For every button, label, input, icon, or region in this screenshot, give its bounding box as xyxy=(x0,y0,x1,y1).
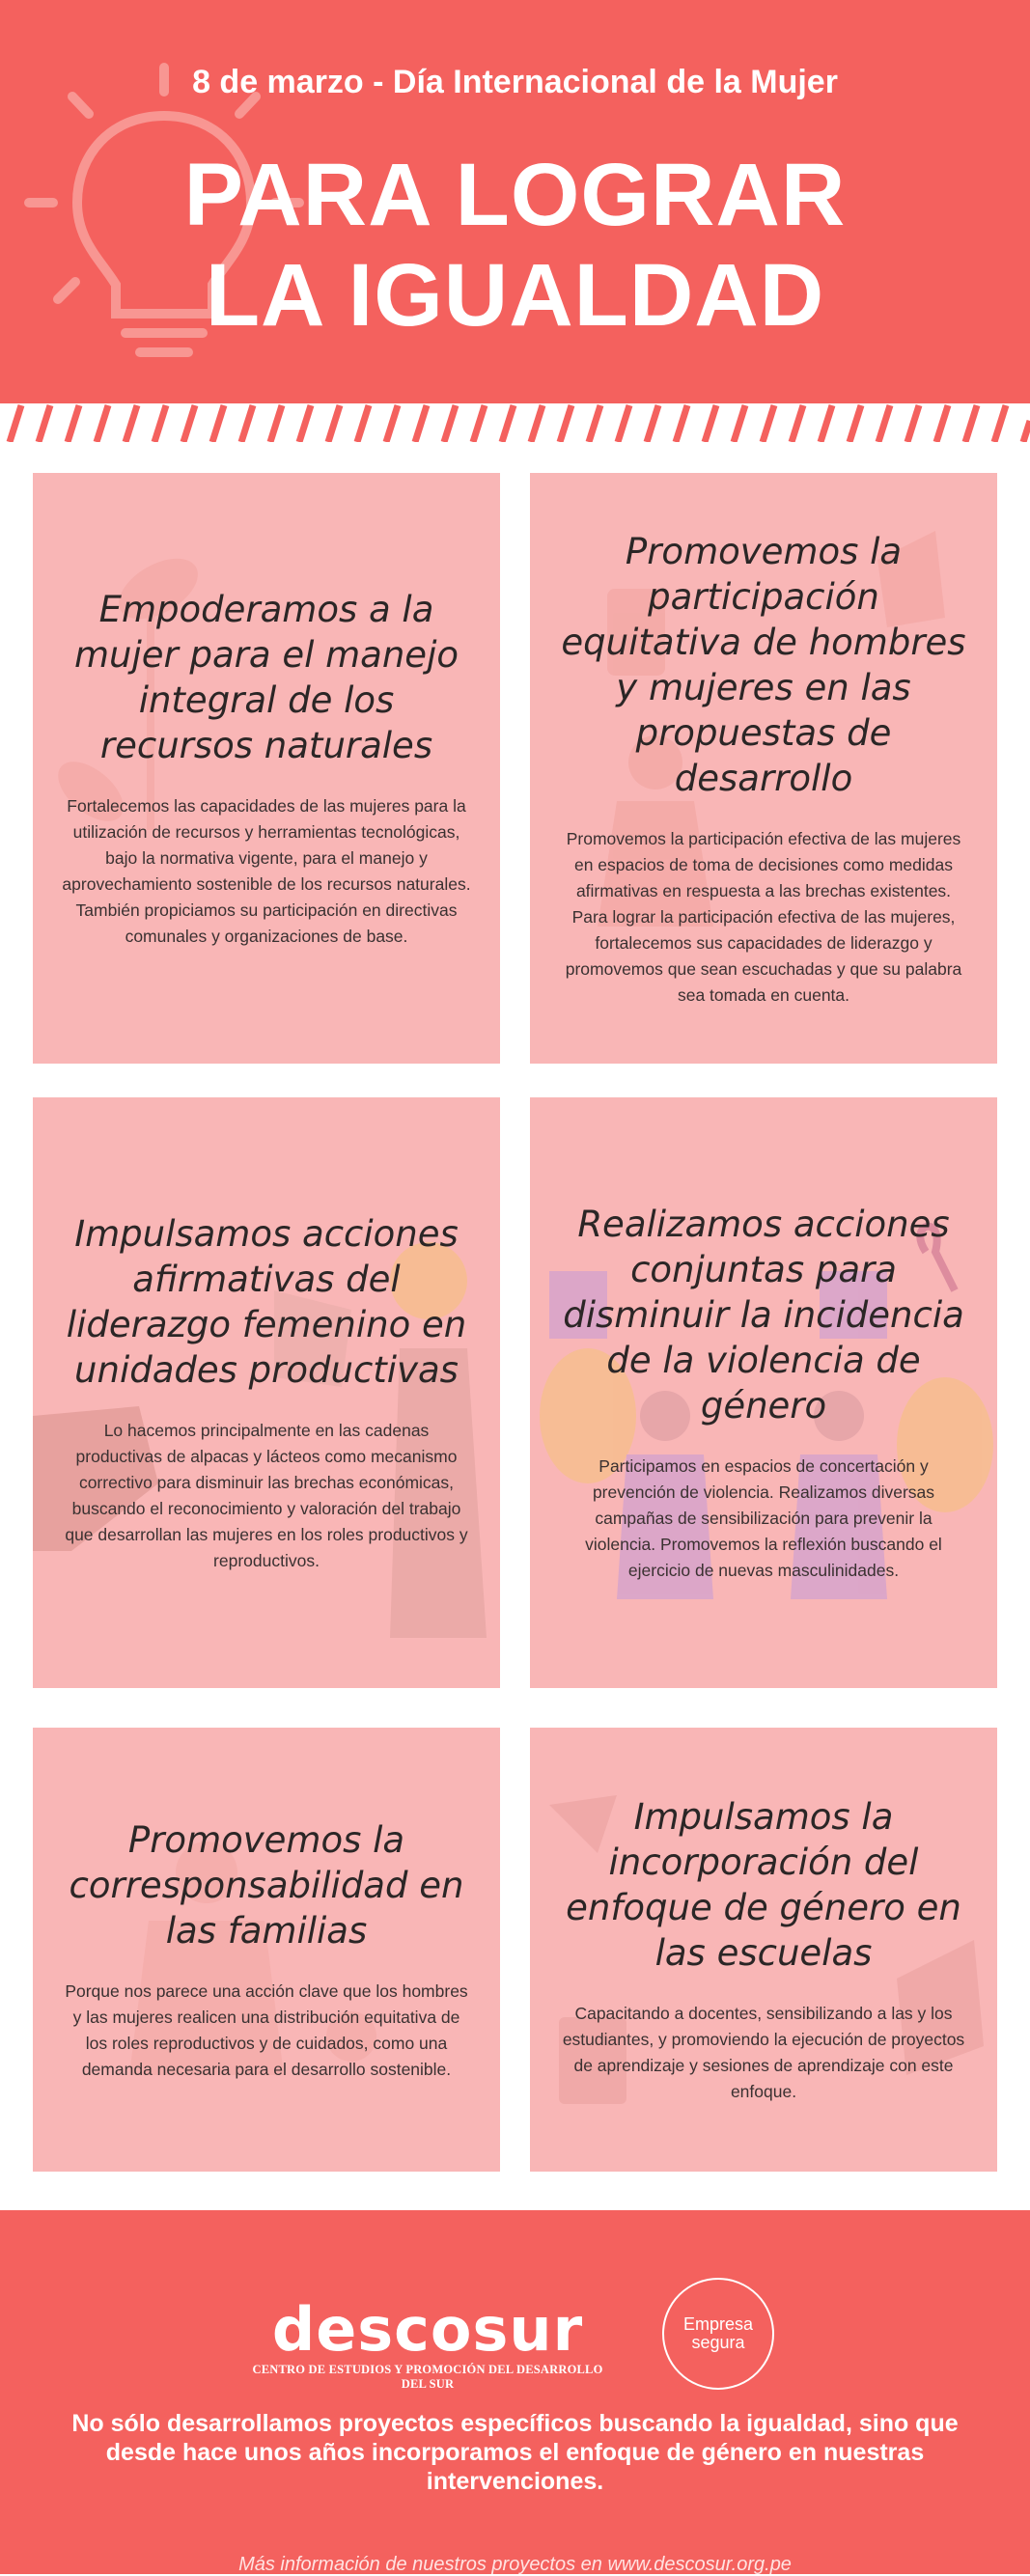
card-equitable-participation xyxy=(530,473,997,1064)
date-line: 8 de marzo - Día Internacional de la Mujer xyxy=(192,64,838,100)
card-title: Realizamos acciones conjuntas para disminuir la incidencia de la violencia de género xyxy=(563,1204,964,1426)
empresa-segura-badge xyxy=(662,2278,774,2390)
badge-line-1: Empresa xyxy=(682,2314,754,2334)
descosur-logo xyxy=(239,2294,616,2392)
card-female-leadership xyxy=(33,1097,500,1688)
card-text: Capacitando a docentes, sensibilizando a las y los estudiantes, y promoviendo la ejecución de proyectos de aprendizaje y sesiones de aprendizaje con este enfoque. xyxy=(562,2004,965,2101)
card-gender-schools xyxy=(530,1728,997,2172)
logo-name: descosur xyxy=(271,2294,584,2365)
card-text: Participamos en espacios de concertación y prevención de violencia. Realizamos diversas campañas de sensibilización para prevenir la violencia. Promovemos la reflexión buscando el ejercicio de nuevas masculinidades. xyxy=(585,1456,942,1580)
card-natural-resources xyxy=(33,473,500,1064)
title-line-1: PARA LOGRAR xyxy=(183,146,847,244)
header-banner xyxy=(0,0,1030,405)
card-text: Fortalecemos las capacidades de las mujeres para la utilización de recursos y herramientas tecnológicas, bajo la normativa vigente, para el manejo y aprovechamiento sostenible de los recursos naturales. También propiciamos su participación en directivas comunales y organizaciones de base. xyxy=(62,796,471,946)
title-line-2: LA IGUALDAD xyxy=(205,246,825,345)
footer-statement: No sólo desarrollamos proyectos específicos buscando la igualdad, sino que desde hace unos años incorporamos el enfoque de género en nuestras intervenciones. xyxy=(71,2410,959,2495)
card-title: Promovemos la corresponsabilidad en las familias xyxy=(69,1818,464,1952)
card-text: Lo hacemos principalmente en las cadenas productivas de alpacas y lácteos como mecanismo correctivo para disminuir las brechas económicas, buscando el reconocimiento y valoración del trabajo que desarrollan las mujeres en los roles productivos y reproductivos. xyxy=(65,1421,468,1570)
card-gender-violence xyxy=(530,1097,997,1688)
card-text: Porque nos parece una acción clave que los hombres y las mujeres realicen una distribución equitativa de los roles reproductivos y de cuidados, como una demanda necesaria para el desarrollo sostenible. xyxy=(65,1980,468,2079)
badge-line-2: segura xyxy=(691,2333,745,2352)
footer xyxy=(0,2210,1030,2574)
website-link[interactable]: Más información de nuestros proyectos en www.descosur.org.pe xyxy=(238,2554,792,2575)
dash-divider-top xyxy=(0,403,1030,442)
card-text: Promovemos la participación efectiva de las mujeres en espacios de toma de decisiones como medidas afirmativas en respuesta a las brechas existentes. Para lograr la participación efectiva de las mujeres, fortalecemos sus capacidades de liderazgo y promovemos que sean escuchadas y que su palabra sea tomada en cuenta. xyxy=(565,828,962,1005)
card-title: Impulsamos la incorporación del enfoque de género en las escuelas xyxy=(566,1796,961,1974)
logo-subtitle: CENTRO DE ESTUDIOS Y PROMOCIÓN DEL DESARROLLO DEL SUR xyxy=(252,2363,603,2391)
card-title: Empoderamos a la mujer para el manejo integral de los recursos naturales xyxy=(74,589,459,766)
card-title: Promovemos la participación equitativa de hombres y mujeres en las propuestas de desarrollo xyxy=(561,530,966,799)
page-title xyxy=(0,145,1030,346)
card-title: Impulsamos acciones afirmativas del liderazgo femenino en unidades productivas xyxy=(66,1213,467,1391)
card-family-coresponsibility xyxy=(33,1728,500,2172)
